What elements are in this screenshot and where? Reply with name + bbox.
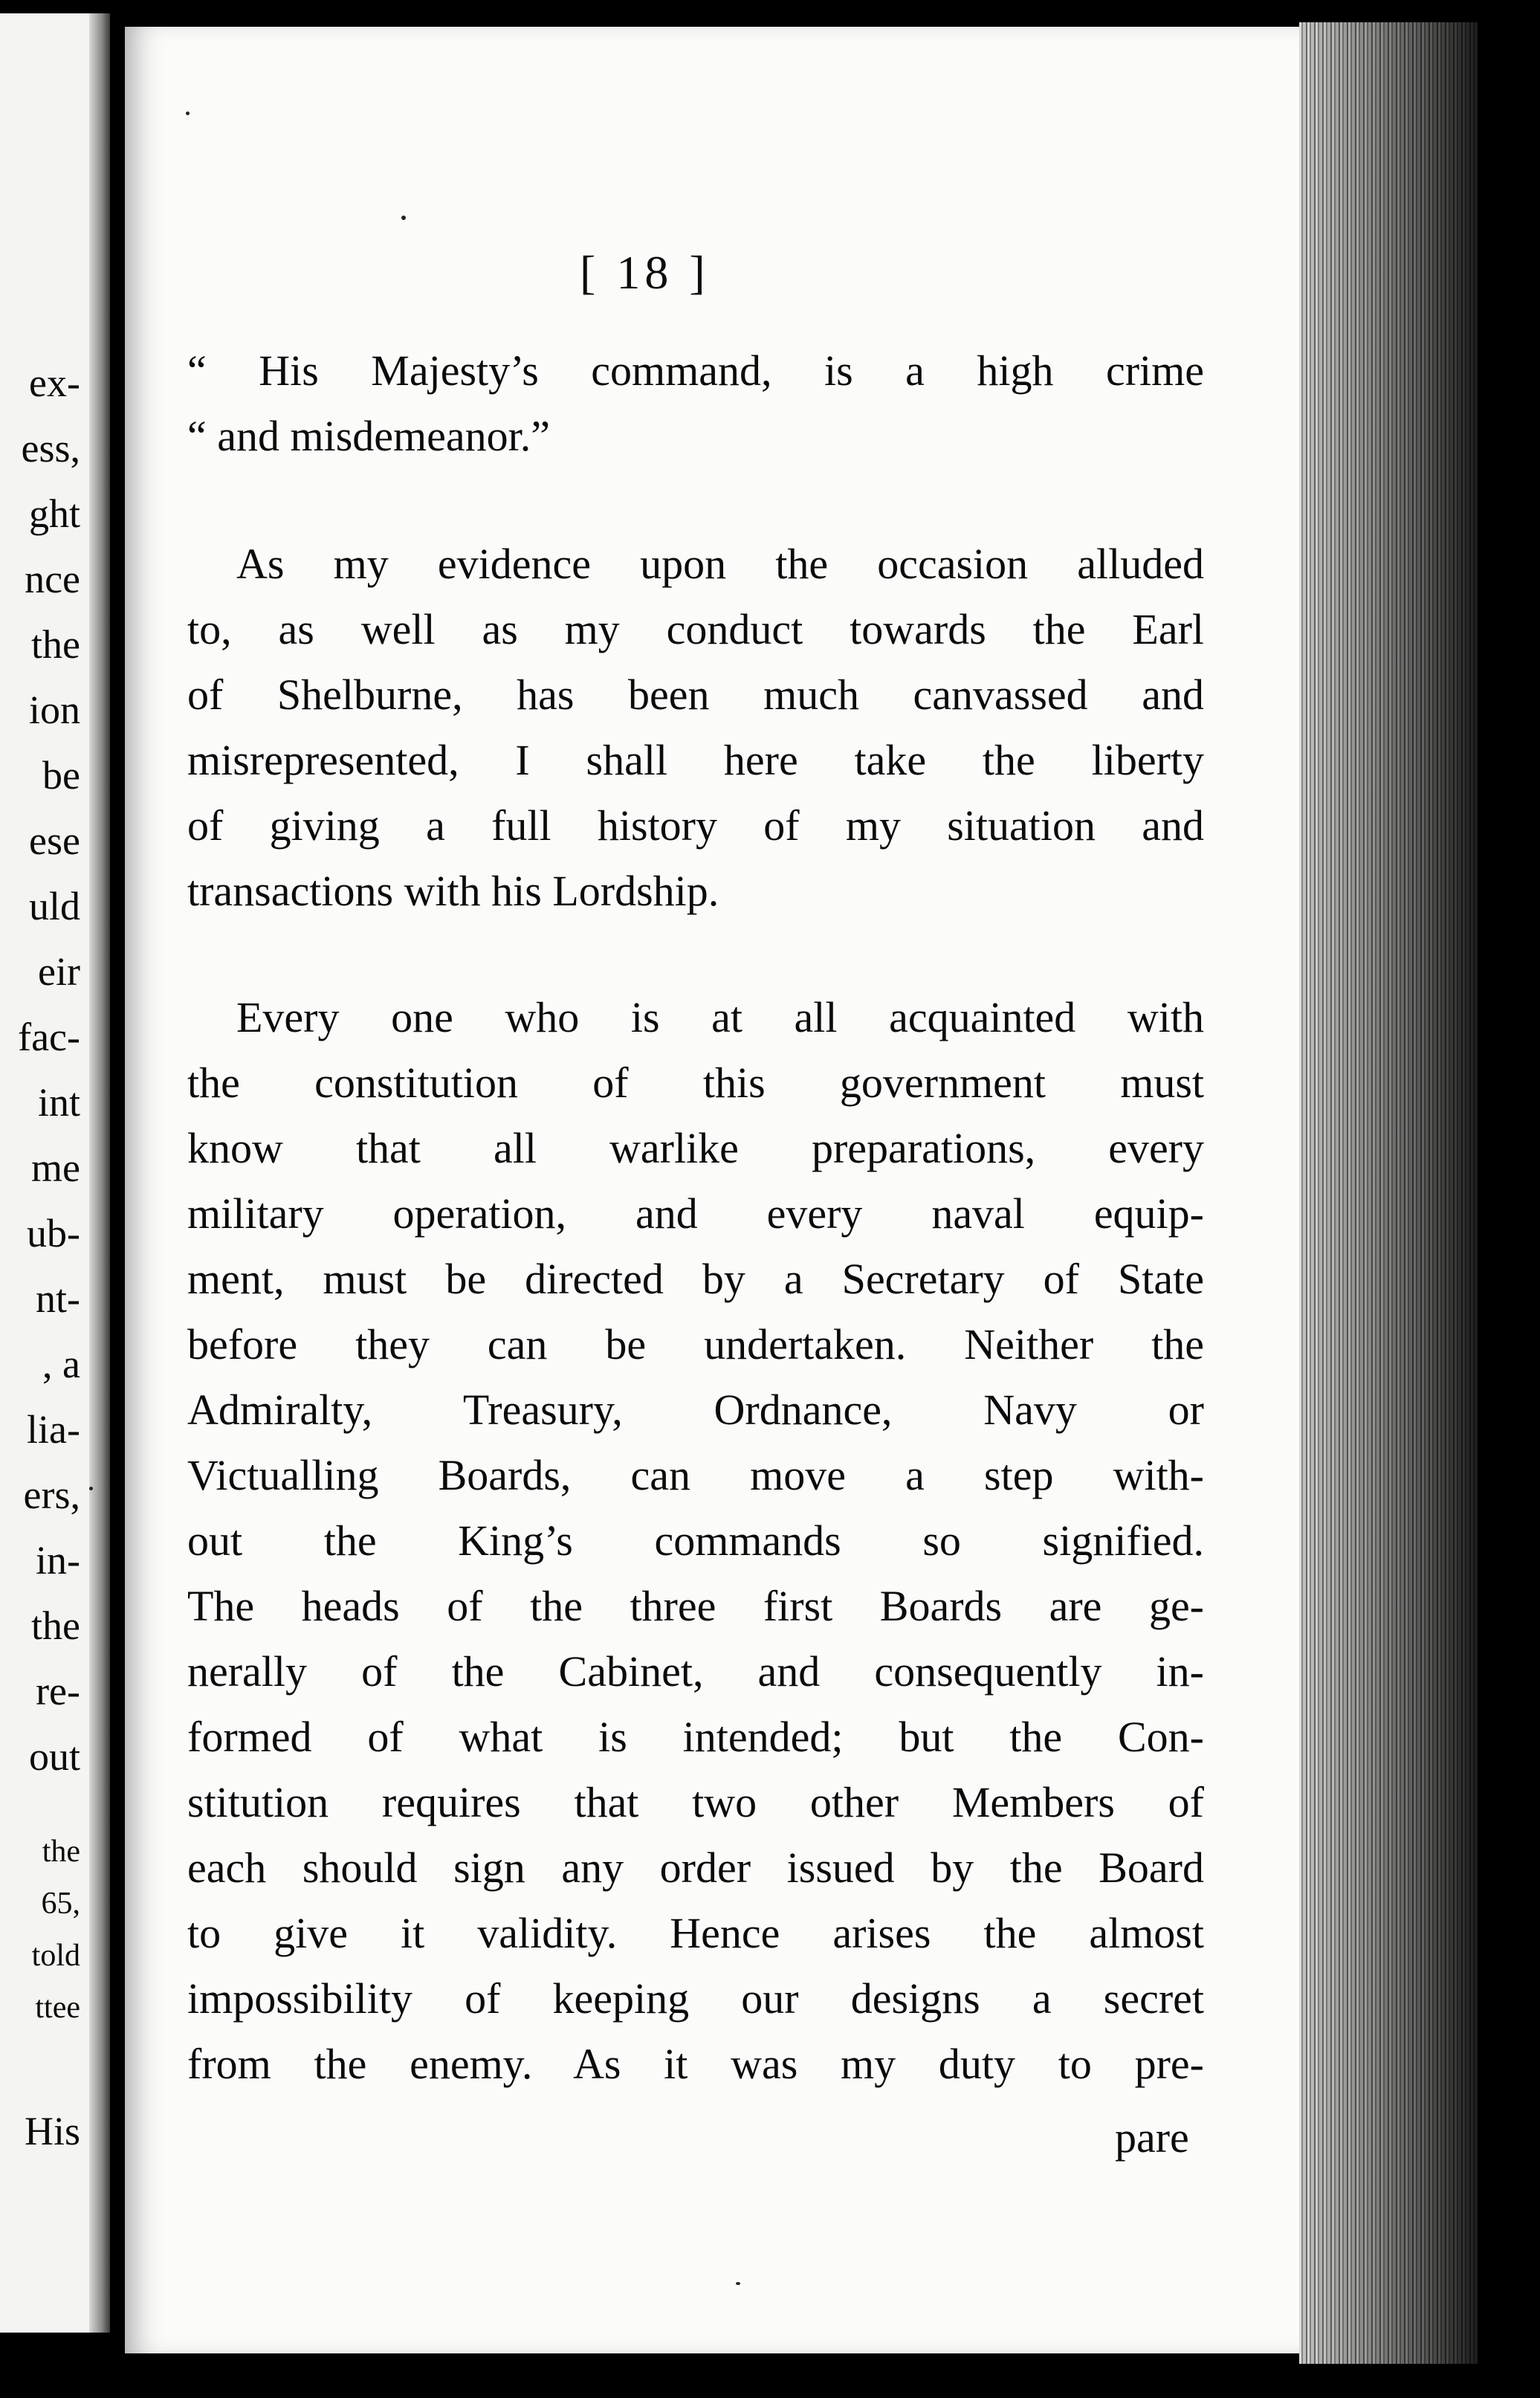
text-line: of Shelburne, has been much canvassed and: [187, 670, 1204, 719]
ink-speck: [736, 2282, 740, 2285]
text-line: Victualling Boards, can move a step with-: [187, 1451, 1204, 1499]
left-page-line: , a: [42, 1342, 80, 1386]
left-page-line: the: [31, 622, 80, 667]
page-fore-edge: [1299, 22, 1478, 2364]
left-page-line: ex-: [29, 361, 80, 405]
left-page-line: the: [31, 1603, 80, 1648]
left-page-line: nt-: [36, 1276, 80, 1321]
left-facing-page: [0, 13, 110, 2333]
left-page-line: int: [37, 1080, 80, 1125]
page-number: [ 18 ]: [580, 246, 710, 299]
text-line: military operation, and every naval equip-: [187, 1189, 1204, 1238]
text-line: to, as well as my conduct towards the Earl: [187, 605, 1204, 653]
text-line: the constitution of this government must: [187, 1059, 1204, 1107]
left-page-line: re-: [36, 1669, 80, 1713]
left-page-line: told: [31, 1939, 80, 1973]
text-line: from the enemy. As it was my duty to pre-: [187, 2040, 1204, 2088]
text-line: “ and misdemeanor.”: [187, 412, 550, 460]
left-gutter-shadow: [89, 13, 110, 2333]
text-line: to give it validity. Hence arises the almost: [187, 1909, 1204, 1957]
text-line: impossibility of keeping our designs a secret: [187, 1974, 1204, 2023]
left-page-line: 65,: [41, 1887, 80, 1921]
text-line: misrepresented, I shall here take the liberty: [187, 736, 1204, 784]
ink-speck: [89, 1487, 93, 1490]
ink-speck: [401, 216, 406, 220]
left-page-line: the: [42, 1835, 80, 1869]
text-line: “ His Majesty’s command, is a high crime: [187, 346, 1204, 395]
text-line: Admiralty, Treasury, Ordnance, Navy or: [187, 1386, 1204, 1434]
left-page-line: ght: [28, 491, 80, 536]
text-line: each should sign any order issued by the Board: [187, 1843, 1204, 1892]
text-line: transactions with his Lordship.: [187, 867, 719, 915]
left-page-line: fac-: [18, 1015, 80, 1059]
text-line: of giving a full history of my situation and: [187, 801, 1204, 850]
left-page-line: me: [31, 1145, 80, 1190]
catchword: pare: [1115, 2113, 1189, 2162]
text-line: stitution requires that two other Members of: [187, 1778, 1204, 1826]
left-page-line: lia-: [27, 1407, 80, 1452]
ink-speck: [186, 112, 190, 115]
left-page-line: ers,: [23, 1473, 80, 1517]
left-page-line: ttee: [35, 1991, 80, 2025]
left-page-line: in-: [36, 1538, 80, 1583]
text-line: The heads of the three first Boards are ge-: [187, 1582, 1204, 1630]
text-line: As my evidence upon the occasion alluded: [236, 540, 1204, 588]
left-page-line: ess,: [21, 426, 80, 471]
text-line: before they can be undertaken. Neither the: [187, 1320, 1204, 1368]
left-page-line: uld: [28, 884, 80, 928]
left-page-line: eir: [38, 949, 80, 994]
left-page-line: nce: [25, 557, 80, 601]
text-line: know that all warlike preparations, every: [187, 1124, 1204, 1172]
text-line: Every one who is at all acquainted with: [236, 993, 1204, 1041]
left-page-line: out: [28, 1734, 80, 1779]
text-line: ment, must be directed by a Secretary of State: [187, 1255, 1204, 1303]
left-page-line: ese: [29, 818, 80, 863]
left-page-line: His: [24, 2109, 80, 2153]
left-page-line: be: [42, 753, 80, 798]
left-page-line: ion: [28, 688, 80, 732]
text-line: nerally of the Cabinet, and consequently in-: [187, 1647, 1204, 1696]
text-line: out the King’s commands so signified.: [187, 1516, 1204, 1565]
text-line: formed of what is intended; but the Con-: [187, 1713, 1204, 1761]
left-page-line: ub-: [27, 1211, 80, 1255]
